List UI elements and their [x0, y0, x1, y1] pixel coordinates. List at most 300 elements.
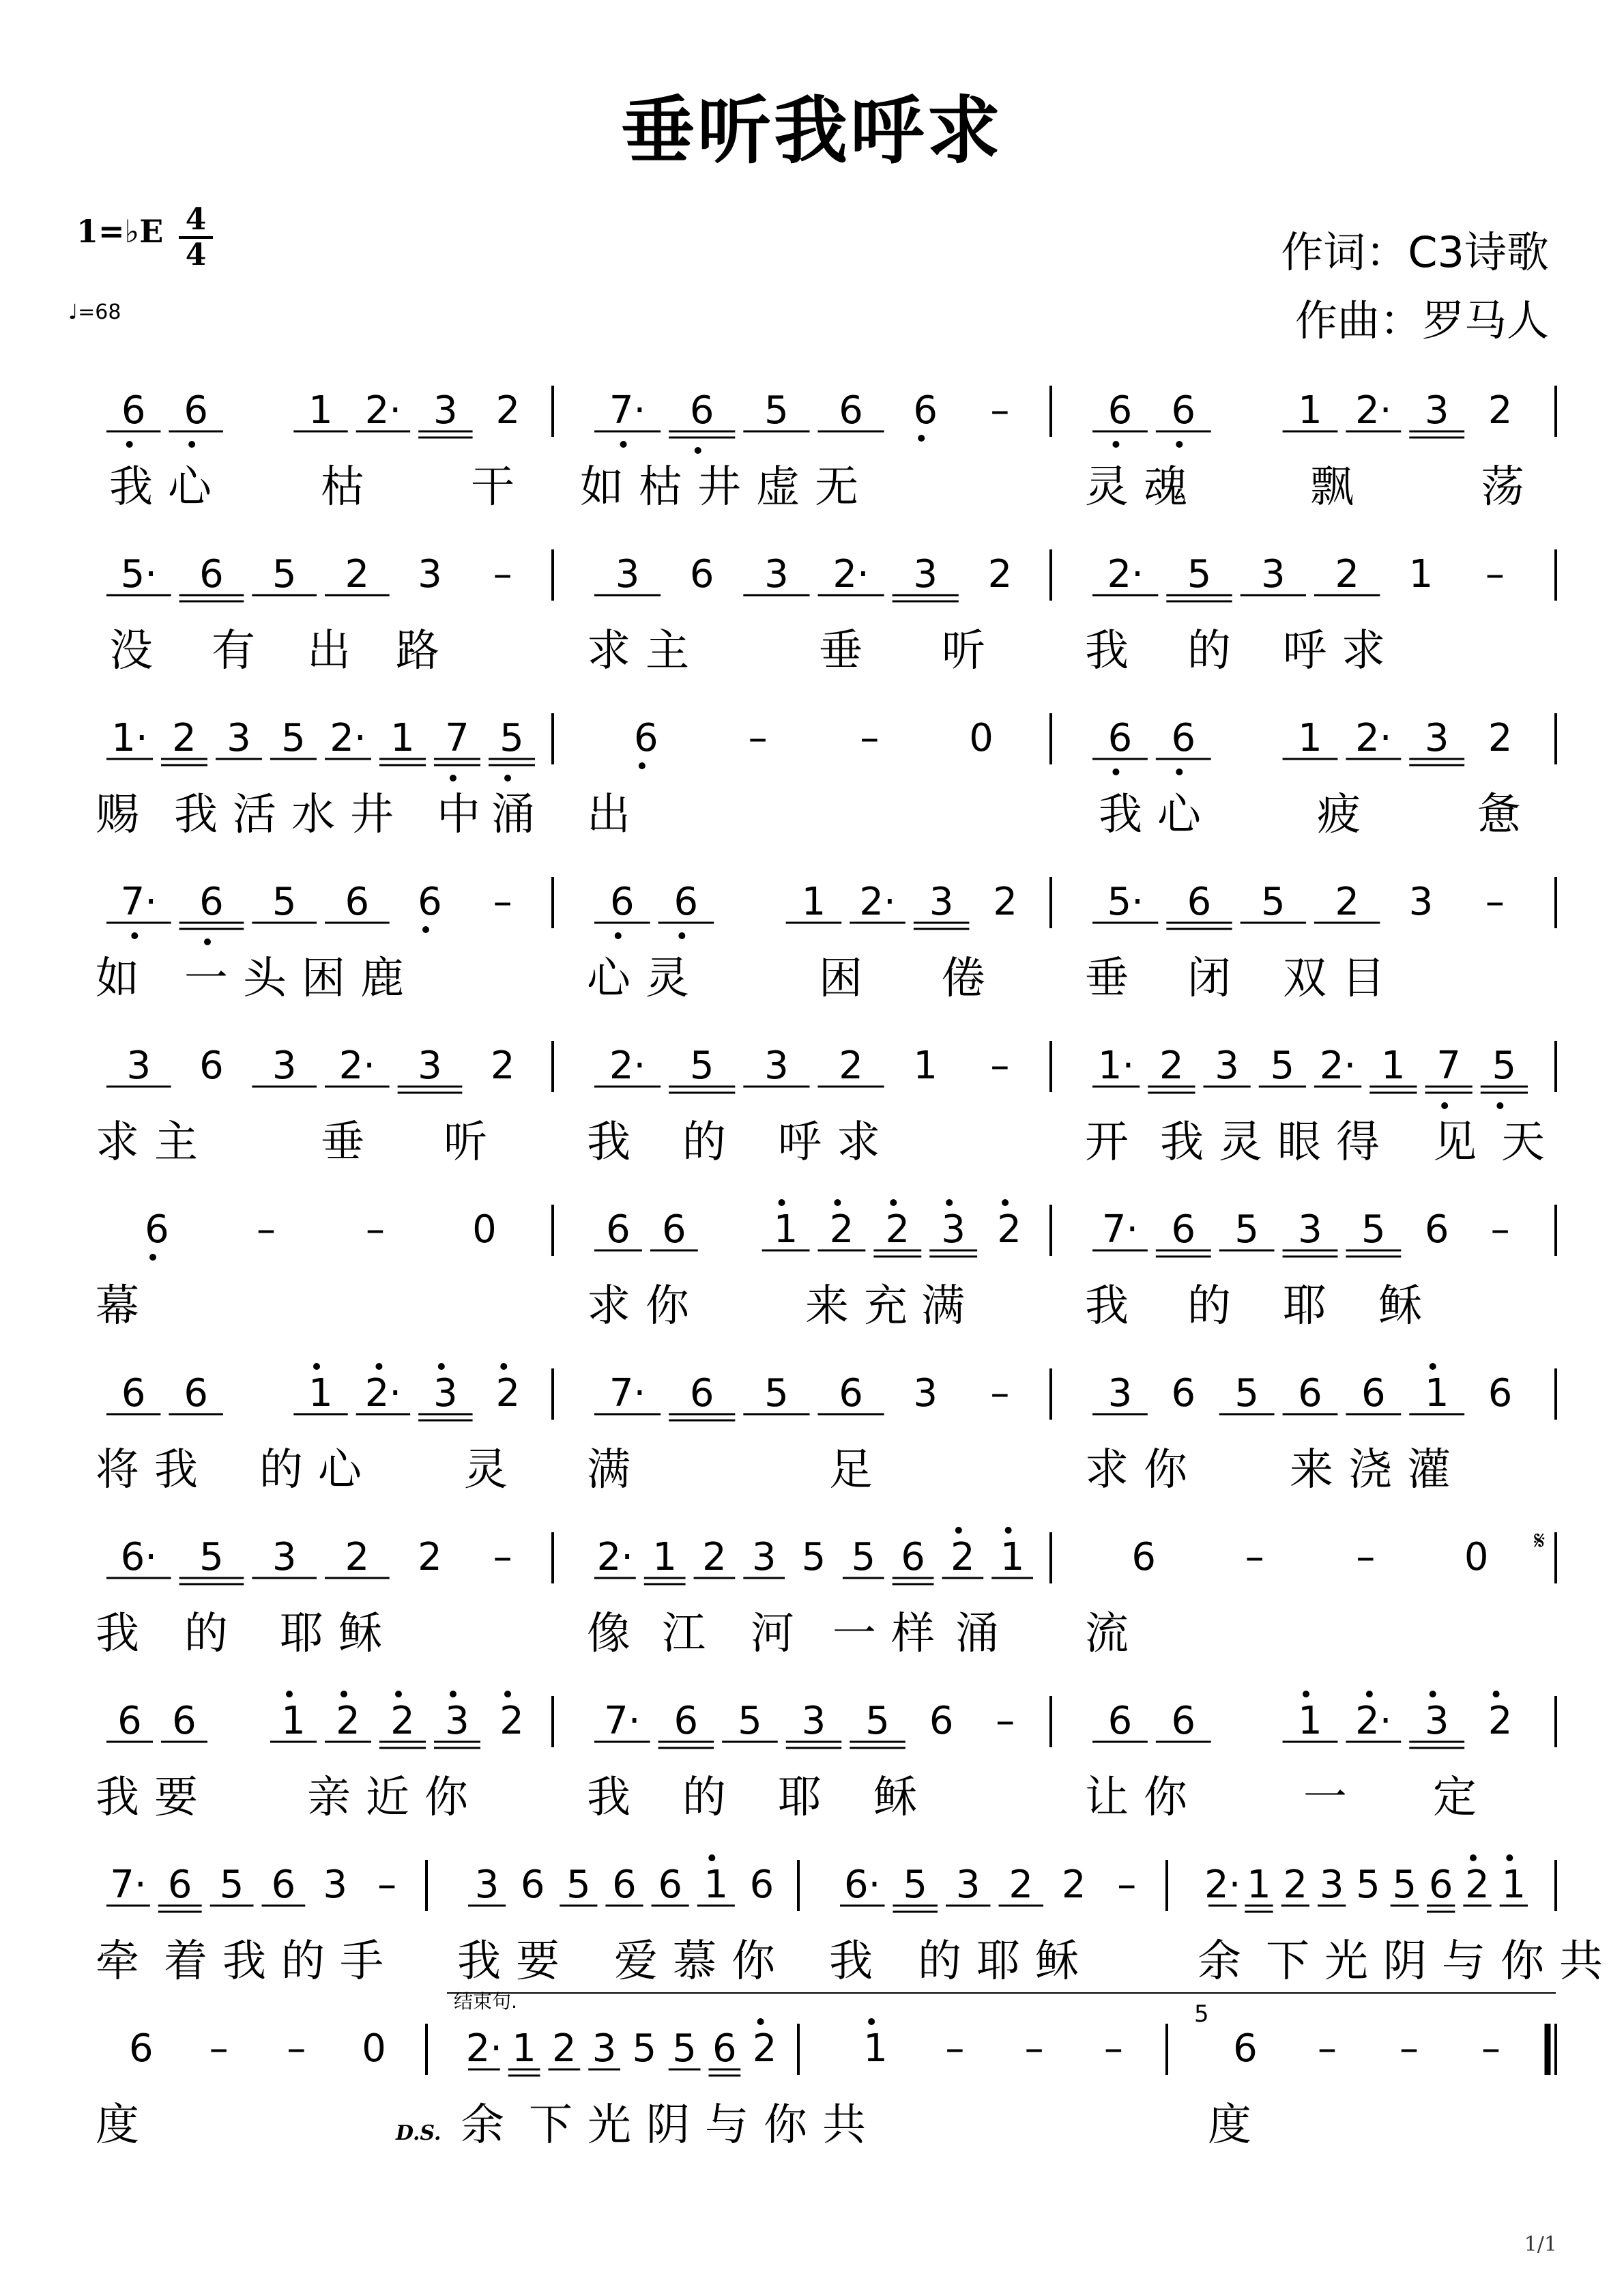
- lyric: 天: [1501, 1117, 1560, 1168]
- note: 6: [689, 552, 714, 597]
- system-5: [96, 1041, 1560, 1168]
- note: 3: [764, 552, 789, 597]
- note: 2: [495, 1371, 521, 1416]
- low-octave-dot: [131, 932, 138, 939]
- note: 3: [272, 1535, 297, 1579]
- lyric: 耶: [1283, 1281, 1342, 1332]
- note: 3: [1215, 1044, 1239, 1088]
- note: –: [1318, 2026, 1337, 2071]
- note: 7·: [110, 1863, 147, 1907]
- lyric: 幕: [96, 1281, 154, 1332]
- low-octave-dot: [1112, 769, 1119, 775]
- note: 5: [1234, 1207, 1259, 1252]
- note: 5·: [1107, 880, 1144, 924]
- note: 3: [955, 1863, 981, 1907]
- system-7: [96, 1363, 1556, 1495]
- note: 2·: [609, 1044, 646, 1088]
- high-octave-dot: [1430, 1363, 1436, 1370]
- note: 7·: [1101, 1207, 1139, 1252]
- lyric: 干: [471, 462, 530, 513]
- note: 5: [632, 2026, 657, 2071]
- low-octave-dot: [639, 762, 646, 769]
- note: 5: [1187, 552, 1212, 597]
- note: 5: [272, 552, 297, 597]
- lyric: 满: [921, 1281, 980, 1332]
- note: 1: [308, 1371, 333, 1416]
- system-1: [106, 386, 1556, 513]
- lyric: 将我: [96, 1445, 213, 1495]
- note: 3: [913, 1371, 938, 1416]
- note: 6: [661, 1207, 686, 1252]
- high-octave-dot: [450, 1691, 456, 1697]
- note: 2·: [364, 388, 402, 433]
- high-octave-dot: [834, 1199, 841, 1206]
- note: 2: [829, 1207, 854, 1252]
- note: 3: [272, 1044, 297, 1088]
- note: 2: [499, 1699, 524, 1743]
- note: 2: [345, 552, 370, 597]
- note: 1: [390, 716, 415, 760]
- note: 1: [281, 1699, 306, 1743]
- lyric: 着我的手: [164, 1936, 398, 1987]
- note: 1: [1000, 1535, 1025, 1579]
- lyric: 像: [587, 1609, 646, 1659]
- note: 2: [345, 1535, 370, 1579]
- note: 6·: [844, 1863, 881, 1907]
- note: 5: [1234, 1371, 1259, 1416]
- lyric: 赐: [96, 790, 154, 840]
- lyric: 涌: [491, 790, 550, 840]
- high-octave-dot: [313, 1363, 320, 1370]
- note: 6: [658, 1863, 682, 1907]
- note: 6: [145, 1207, 169, 1252]
- low-octave-dot: [450, 775, 456, 781]
- time-signature-top: 4: [185, 202, 207, 237]
- low-octave-dot: [1176, 769, 1183, 775]
- high-octave-dot: [1303, 1691, 1309, 1697]
- high-octave-dot: [1002, 1199, 1009, 1206]
- note: 6·: [120, 1535, 158, 1579]
- note: 3: [1424, 1699, 1449, 1743]
- lyric: 枯: [321, 462, 379, 513]
- lyric: 耶: [778, 1773, 837, 1823]
- note: 2·: [1355, 388, 1392, 433]
- high-octave-dot: [757, 2018, 764, 2025]
- note: –: [990, 1371, 1010, 1416]
- note: –: [990, 388, 1010, 433]
- note: 7·: [120, 880, 158, 924]
- lyric: 我要: [457, 1936, 575, 1987]
- system-6: [96, 1199, 1556, 1332]
- lyric: 倦: [942, 953, 1000, 1004]
- note: 6: [634, 716, 658, 760]
- lyric: 让你: [1085, 1773, 1202, 1823]
- note: –: [996, 1699, 1015, 1743]
- note: 5: [851, 1535, 876, 1579]
- note: 6: [121, 1371, 146, 1416]
- note: 6: [1171, 1371, 1196, 1416]
- lyric: 度: [96, 2100, 154, 2151]
- note: 2·: [364, 1371, 402, 1416]
- note: 3: [418, 552, 442, 597]
- note: –: [860, 716, 880, 760]
- lyric: 闭: [1187, 953, 1246, 1004]
- note: 6: [689, 388, 714, 433]
- note: 6: [673, 1699, 699, 1743]
- high-octave-dot: [1493, 1691, 1500, 1697]
- volta-number: 5: [1194, 2000, 1209, 2028]
- note: 2: [1488, 388, 1513, 433]
- note: 0: [1464, 1535, 1489, 1579]
- note: 1: [308, 388, 333, 433]
- lyric: 出: [587, 790, 646, 840]
- high-octave-dot: [340, 1691, 347, 1697]
- note: 5: [672, 2026, 697, 2071]
- lyric: 我要: [96, 1773, 213, 1823]
- note: 3: [929, 880, 954, 924]
- note: 2: [172, 716, 197, 760]
- note: 6: [1171, 1207, 1196, 1252]
- lyric: 来充: [805, 1281, 923, 1332]
- note: –: [366, 1207, 385, 1252]
- note: 2·: [832, 552, 869, 597]
- note: 6: [1171, 716, 1196, 760]
- lyric: 定: [1433, 1773, 1492, 1823]
- lyric: 我活水井: [174, 790, 409, 840]
- high-octave-dot: [890, 1199, 897, 1206]
- note: 5: [689, 1044, 714, 1088]
- note: 2·: [465, 2026, 503, 2071]
- note: 1: [773, 1207, 798, 1252]
- lyric: 垂: [321, 1117, 379, 1168]
- note: 3: [445, 1699, 469, 1743]
- lyric: 如: [96, 953, 154, 1004]
- lyric: 呼求: [1283, 626, 1400, 676]
- note: 5: [566, 1863, 591, 1907]
- note: 2: [1465, 1863, 1490, 1907]
- note: 6: [172, 1699, 197, 1743]
- note: 5: [1261, 880, 1286, 924]
- note: 7: [1436, 1044, 1461, 1088]
- note: 7·: [609, 388, 646, 433]
- key-signature: 1=♭E: [76, 213, 164, 250]
- note: 6: [913, 388, 938, 433]
- lyric: 我: [1085, 1281, 1144, 1332]
- note: –: [1481, 2026, 1500, 2071]
- lyric: 稣: [1378, 1281, 1437, 1332]
- note: 5: [1356, 1863, 1380, 1907]
- note: 1: [801, 880, 826, 924]
- note: 5: [1392, 1863, 1417, 1907]
- note: 3: [1261, 552, 1286, 597]
- note: 0: [969, 716, 994, 760]
- lyric: 耶稣: [280, 1609, 397, 1659]
- lyric: 我: [1085, 626, 1144, 676]
- note: 2: [490, 1044, 515, 1088]
- lyric: 听: [444, 1117, 502, 1168]
- lyric: 的: [682, 1117, 741, 1168]
- note: 6: [184, 1371, 208, 1416]
- lyric: 出: [307, 626, 366, 676]
- note: 1: [1298, 1699, 1322, 1743]
- note: 5: [272, 880, 297, 924]
- lyric: 下光阴与你共: [529, 2100, 881, 2151]
- low-octave-dot: [620, 441, 627, 448]
- note: 3: [433, 1371, 458, 1416]
- lyric: 我心: [109, 462, 227, 513]
- note: 6: [673, 880, 699, 924]
- note: 6: [129, 2026, 154, 2071]
- high-octave-dot: [946, 1199, 953, 1206]
- note: 5: [1270, 1044, 1295, 1088]
- note: 1: [1247, 1863, 1271, 1907]
- note: 6: [199, 880, 224, 924]
- high-octave-dot: [955, 1527, 962, 1534]
- note: –: [287, 2026, 306, 2071]
- low-octave-dot: [204, 938, 211, 945]
- lyric: 的: [1187, 626, 1246, 676]
- note: 5: [199, 1535, 224, 1579]
- high-octave-dot: [286, 1691, 293, 1697]
- lyric: 我: [587, 1773, 646, 1823]
- page-number: 1/1: [1524, 2233, 1557, 2256]
- note: 6: [1171, 1699, 1196, 1743]
- lyric: 开: [1085, 1117, 1144, 1168]
- low-octave-dot: [1496, 1102, 1503, 1109]
- segno-mark: 𝄋: [1534, 1525, 1546, 1555]
- note: 6: [612, 1863, 637, 1907]
- lyric: 垂: [819, 626, 878, 676]
- note: 3: [126, 1044, 151, 1088]
- lyric: 求主: [587, 626, 704, 676]
- note: 2·: [1319, 1044, 1357, 1088]
- note: 6: [929, 1699, 954, 1743]
- note: 5·: [120, 552, 158, 597]
- lyric: 我: [829, 1936, 888, 1987]
- lyric: 我: [587, 1117, 646, 1168]
- lyric: 疲: [1317, 790, 1376, 840]
- note: –: [257, 1207, 276, 1252]
- note: 3: [1298, 1207, 1322, 1252]
- note: 6: [1488, 1371, 1513, 1416]
- note: 2: [1335, 552, 1359, 597]
- ending-label: 结束句.: [454, 1990, 517, 2013]
- note: 1: [652, 1535, 677, 1579]
- note: 2: [752, 2026, 777, 2071]
- lyric: 双目: [1283, 953, 1400, 1004]
- lyric: 惫: [1477, 790, 1536, 840]
- lyric: 如枯井虚无: [580, 462, 873, 513]
- note: 5: [764, 388, 789, 433]
- note: –: [1245, 1535, 1264, 1579]
- note: 1: [1408, 552, 1434, 597]
- note: 0: [362, 2026, 386, 2071]
- note: 6: [1233, 2026, 1258, 2071]
- lyric: 余: [461, 2100, 519, 2151]
- low-octave-dot: [126, 441, 133, 448]
- note: 2·: [338, 1044, 376, 1088]
- lyric: 涌: [955, 1609, 1014, 1659]
- lyric: 心灵: [587, 953, 704, 1004]
- lyric: 河: [751, 1609, 809, 1659]
- lyric: 有: [212, 626, 270, 676]
- lyric: 一头困鹿: [184, 953, 419, 1004]
- note: 6: [345, 880, 370, 924]
- note: 1: [512, 2026, 536, 2071]
- system-2: [106, 549, 1556, 676]
- note: –: [1117, 1863, 1137, 1907]
- note: 2: [839, 1044, 863, 1088]
- note: 5: [1492, 1044, 1517, 1088]
- lyric: 求你: [1085, 1445, 1202, 1495]
- note: –: [1400, 2026, 1419, 2071]
- note: 7: [445, 716, 469, 760]
- note: 1·: [1097, 1044, 1135, 1088]
- low-octave-dot: [1176, 441, 1183, 448]
- lyric: 求你: [587, 1281, 704, 1332]
- note: 7·: [604, 1699, 641, 1743]
- lyric: 灵: [464, 1445, 523, 1495]
- system-11: [96, 2018, 1556, 2151]
- note: 2: [1159, 1044, 1184, 1088]
- high-octave-dot: [500, 1363, 507, 1370]
- note: 2·: [1204, 1863, 1241, 1907]
- note: –: [1485, 552, 1505, 597]
- note: –: [1356, 1535, 1376, 1579]
- note: 2·: [1355, 716, 1392, 760]
- note: 6: [712, 2026, 737, 2071]
- note: 3: [418, 1044, 442, 1088]
- high-octave-dot: [395, 1691, 402, 1697]
- low-octave-dot: [615, 932, 622, 939]
- note: –: [990, 1044, 1010, 1088]
- lyric: 的心: [259, 1445, 377, 1495]
- note: 3: [592, 2026, 617, 2071]
- note: 6: [609, 880, 635, 924]
- note: 2·: [859, 880, 896, 924]
- lyricist-credit: 作词：C3诗歌: [1281, 227, 1549, 277]
- note: –: [1024, 2026, 1044, 2071]
- lyric: 爱慕你: [614, 1936, 790, 1987]
- lyric: 的: [682, 1773, 741, 1823]
- note: 3: [764, 1044, 789, 1088]
- note: 2: [495, 388, 521, 433]
- system-8: [96, 1527, 1556, 1659]
- note: –: [1485, 880, 1505, 924]
- note: 2: [1488, 1699, 1513, 1743]
- note: 1: [1298, 388, 1322, 433]
- note: 1: [1298, 716, 1322, 760]
- note: 5: [801, 1535, 826, 1579]
- note: 5: [738, 1699, 762, 1743]
- note: 6: [749, 1863, 774, 1907]
- note: –: [493, 552, 512, 597]
- note: –: [945, 2026, 965, 2071]
- system-10: [96, 1854, 1618, 1987]
- lyric: 来浇灌: [1290, 1445, 1466, 1495]
- lyric: 荡: [1481, 462, 1539, 513]
- note: –: [493, 1535, 512, 1579]
- lyric: 下光阴与你共: [1266, 1936, 1618, 1987]
- note: 3: [751, 1535, 777, 1579]
- low-octave-dot: [188, 441, 195, 448]
- lyric: 满: [587, 1445, 646, 1495]
- lyric: 我: [96, 1609, 154, 1659]
- note: –: [377, 1863, 397, 1907]
- note: 6: [199, 1044, 224, 1088]
- note: 2: [993, 880, 1018, 924]
- note: –: [209, 2026, 229, 2071]
- high-octave-dot: [1430, 1691, 1436, 1697]
- note: 7·: [609, 1371, 646, 1416]
- high-octave-dot: [1005, 1527, 1012, 1534]
- note: 2·: [1107, 552, 1144, 597]
- high-octave-dot: [1366, 1691, 1373, 1697]
- note: 5: [764, 1371, 789, 1416]
- lyric: 呼求: [778, 1117, 895, 1168]
- low-octave-dot: [1441, 1102, 1448, 1109]
- lyric: 余: [1198, 1936, 1256, 1987]
- high-octave-dot: [868, 2018, 875, 2025]
- note: 1·: [111, 716, 148, 760]
- note: 6: [1424, 1207, 1449, 1252]
- note: 5: [903, 1863, 928, 1907]
- note: 2: [1009, 1863, 1034, 1907]
- note: 6: [1187, 880, 1212, 924]
- note: 2·: [596, 1535, 634, 1579]
- note: 2: [552, 2026, 577, 2071]
- lyric: 的耶稣: [918, 1936, 1094, 1987]
- note: 5: [219, 1863, 244, 1907]
- lyric: 的: [1187, 1281, 1246, 1332]
- note: 2: [390, 1699, 415, 1743]
- note: 3: [1424, 716, 1449, 760]
- note: 1: [863, 2026, 888, 2071]
- note: 6: [1428, 1863, 1453, 1907]
- note: 6: [117, 1699, 142, 1743]
- lyric: 求主: [96, 1117, 213, 1168]
- ds-mark: D.S.: [396, 2121, 441, 2145]
- lyric: 听: [942, 626, 1000, 676]
- lyric: 度: [1208, 2100, 1266, 2151]
- lyric: 流: [1085, 1609, 1144, 1659]
- note: 2: [1335, 880, 1359, 924]
- time-signature-bottom: 4: [185, 238, 207, 272]
- note: 1: [704, 1863, 729, 1907]
- note: 2·: [330, 716, 366, 760]
- lyric: 中: [437, 790, 495, 840]
- note: 6: [1107, 388, 1133, 433]
- high-octave-dot: [375, 1363, 382, 1370]
- high-octave-dot: [1470, 1854, 1477, 1861]
- note: 6: [199, 552, 224, 597]
- note: 2: [336, 1699, 360, 1743]
- lyric: 一样: [832, 1609, 950, 1659]
- note: 6: [1361, 1371, 1386, 1416]
- lyric: 垂: [1085, 953, 1144, 1004]
- note: 6: [1171, 388, 1196, 433]
- note: 3: [1107, 1371, 1133, 1416]
- note: 6: [901, 1535, 925, 1579]
- note: 1: [1424, 1371, 1449, 1416]
- note: 6: [1107, 1699, 1133, 1743]
- note: –: [748, 716, 768, 760]
- note: 1: [1381, 1044, 1406, 1088]
- note: 6: [1131, 1535, 1157, 1579]
- low-octave-dot: [918, 435, 925, 442]
- lyric: 我灵眼得: [1160, 1117, 1395, 1168]
- note: 6: [1298, 1371, 1322, 1416]
